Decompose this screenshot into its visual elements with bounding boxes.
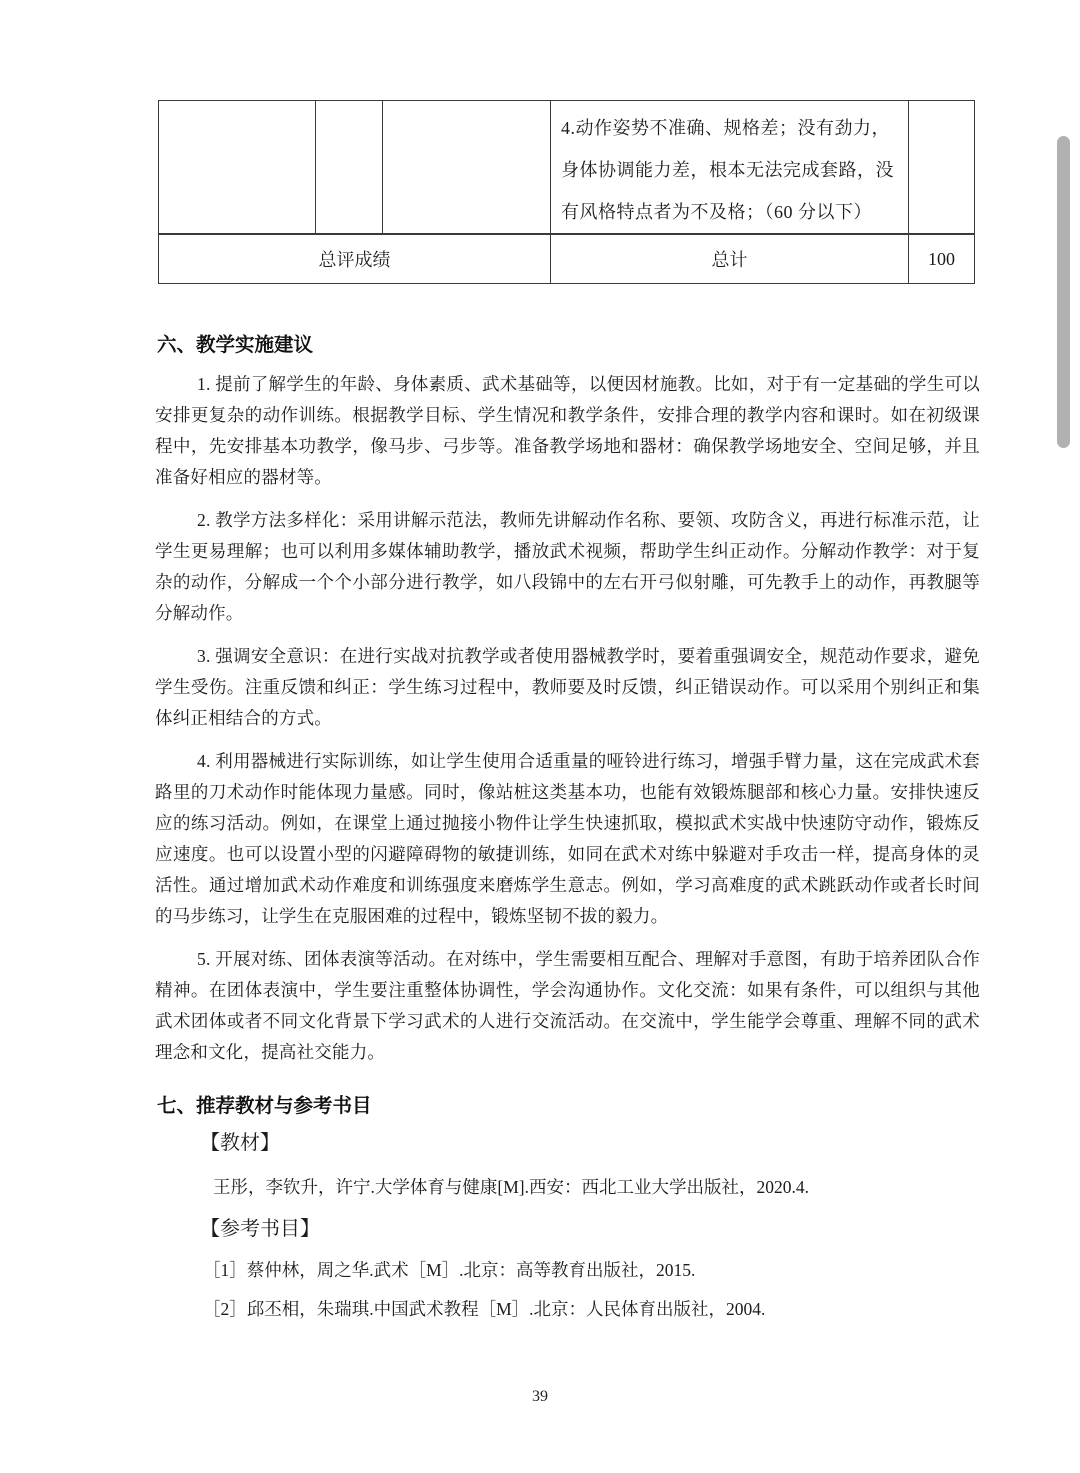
textbook-entry: 王彤，李钦升，许宁.大学体育与健康[M].西安：西北工业大学出版社，2020.4. <box>213 1177 809 1197</box>
table-cell-empty-3 <box>383 101 551 235</box>
reference-entry-1: ［1］蔡仲林，周之华.武术［M］.北京：高等教育出版社，2015. <box>203 1260 696 1280</box>
section-6-paragraph-4: 4. 利用器械进行实际训练，如让学生使用合适重量的哑铃进行练习，增强手臂力量，这在完成武术套路里的刀术动作时能体现力量感。同时，像站桩这类基本功，也能有效锻炼腿部和核心力量。安排快速反应的练习活动。例如，在课堂上通过抛接小物件让学生快速抓取，模拟武术实战中快速防守动作，锻炼反应速度。也可以设置小型的闪避障碍物的敏捷训练，如同在武术对练中躲避对手攻击一样，提高身体的灵活性。通过增加武术动作难度和训练强度来磨炼学生意志。例如，学习高难度的武术跳跃动作或者长时间的马步练习，让学生在克服困难的过程中，锻炼坚韧不拔的毅力。 <box>155 751 980 926</box>
fail-criteria-line-3: 有风格特点者为不及格；（60 分以下） <box>561 202 872 222</box>
grading-table <box>158 100 975 284</box>
table-cell-empty-1 <box>159 101 316 235</box>
section-7-heading: 七、推荐教材与参考书目 <box>157 1095 372 1117</box>
section-6-paragraph-5: 5. 开展对练、团体表演等活动。在对练中，学生需要相互配合、理解对手意图，有助于培养团队合作精神。在团体表演中，学生要注重整体协调性，学会沟通协作。文化交流：如果有条件，可以组织与其他武术团体或者不同文化背景下学习武术的人进行交流活动。在交流中，学生能学会尊重、理解不同的武术理念和文化，提高社交能力。 <box>155 949 980 1062</box>
table-cell-overall-grade: 总评成绩 <box>159 234 551 284</box>
section-6-paragraph-1: 1. 提前了解学生的年龄、身体素质、武术基础等，以便因材施教。比如，对于有一定基础的学生可以安排更复杂的动作训练。根据教学目标、学生情况和教学条件，安排合理的教学内容和课时。如在初级课程中，先安排基本功教学，像马步、弓步等。准备教学场地和器材：确保教学场地安全、空间足够，并且准备好相应的器材等。 <box>155 374 980 487</box>
reference-entry-2: ［2］邱丕相，朱瑞琪.中国武术教程［M］.北京：人民体育出版社，2004. <box>203 1299 766 1319</box>
table-cell-empty-4 <box>909 101 975 235</box>
page-number: 39 <box>532 1388 548 1405</box>
section-6-paragraph-3: 3. 强调安全意识：在进行实战对抗教学或者使用器械教学时，要着重强调安全，规范动作要求，避免学生受伤。注重反馈和纠正：学生练习过程中，教师要及时反馈，纠正错误动作。可以采用个别纠正和集体纠正相结合的方式。 <box>155 646 980 728</box>
scrollbar-thumb[interactable] <box>1057 136 1070 448</box>
table-cell-total-label: 总计 <box>551 234 909 284</box>
textbook-label: 【教材】 <box>200 1132 280 1154</box>
table-cell-fail-criteria <box>551 101 909 235</box>
references-label: 【参考书目】 <box>200 1218 320 1240</box>
section-6-heading: 六、教学实施建议 <box>157 334 314 356</box>
fail-criteria-line-2: 身体协调能力差，根本无法完成套路，没 <box>561 160 894 180</box>
table-cell-empty-2 <box>316 101 383 235</box>
fail-criteria-line-1: 4.动作姿势不准确、规格差；没有劲力， <box>561 118 890 138</box>
table-cell-total-value: 100 <box>909 234 975 284</box>
section-6-paragraph-2: 2. 教学方法多样化：采用讲解示范法，教师先讲解动作名称、要领、攻防含义，再进行标准示范，让学生更易理解；也可以利用多媒体辅助教学，播放武术视频，帮助学生纠正动作。分解动作教学：对于复杂的动作，分解成一个个小部分进行教学，如八段锦中的左右开弓似射雕，可先教手上的动作，再教腿等分解动作。 <box>155 510 980 623</box>
page-content <box>155 0 980 1322</box>
